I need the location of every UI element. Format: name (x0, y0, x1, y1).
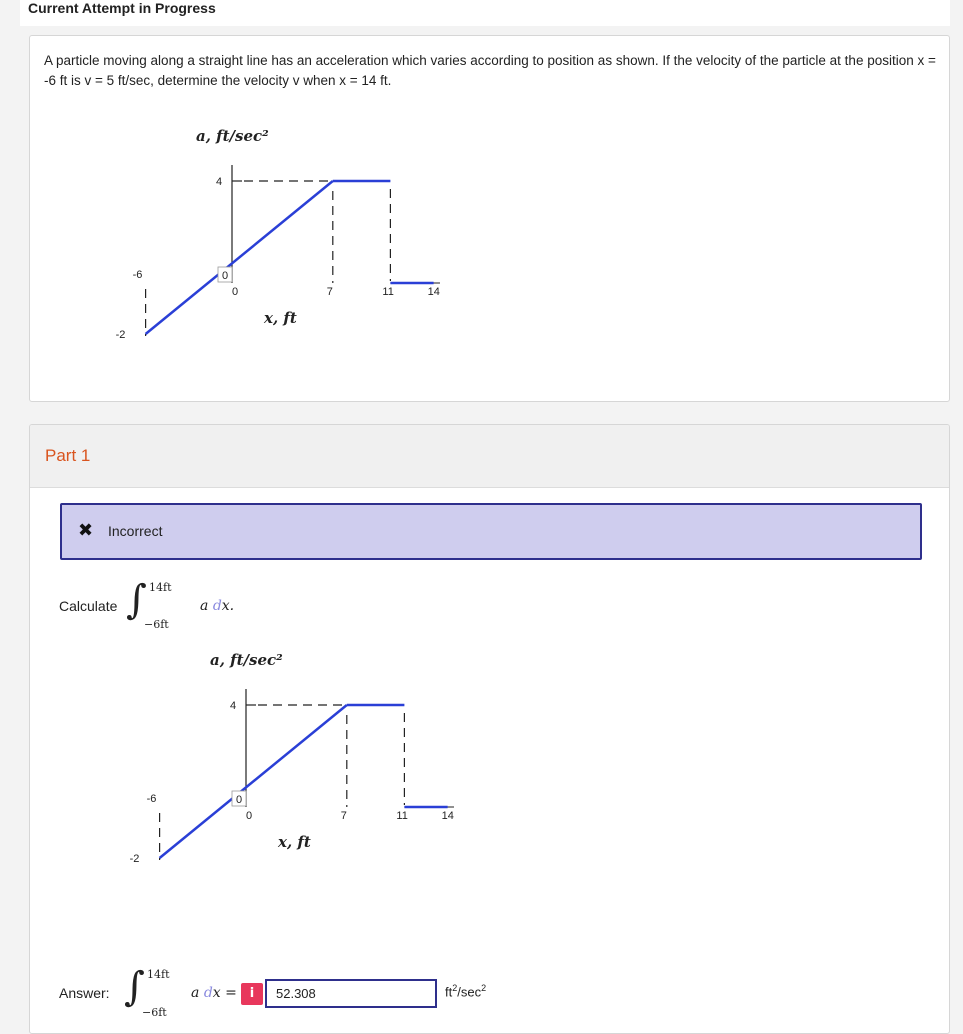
part-header (30, 425, 949, 488)
acceleration-graph-repeat (74, 645, 454, 885)
x-tick-label-neg6: -6 (132, 269, 143, 281)
integrand: a dx. (200, 598, 235, 614)
calculate-label: Calculate (59, 598, 118, 614)
problem-card (29, 35, 950, 402)
x-axis-label: x, ft (264, 309, 297, 327)
integral-sign: ∫ (124, 964, 145, 1010)
y-axis-label: a, ft/sec² (210, 651, 283, 669)
zero-box-label: 0 (222, 270, 229, 282)
zero-box-label: 0 (236, 794, 243, 806)
x-tick-label-neg6: -6 (146, 793, 157, 805)
acceleration-graph (60, 121, 440, 361)
series-a-ramp (146, 181, 333, 334)
y-axis-label: a, ft/sec² (196, 127, 269, 145)
answer-input[interactable]: 52.308 (265, 979, 437, 1008)
y-tick-label-4: 4 (216, 176, 223, 188)
x-tick-label-14: 14 (427, 286, 440, 298)
x-tick-label-0: 0 (232, 286, 239, 298)
page-title: Current Attempt in Progress (28, 0, 216, 16)
feedback-text: Incorrect (108, 523, 163, 539)
x-tick-label-14: 14 (441, 810, 454, 822)
x-tick-label-0: 0 (246, 810, 253, 822)
part-1-card (29, 424, 950, 1034)
x-tick-label-11: 11 (382, 286, 394, 298)
integral-sign: ∫ (126, 577, 147, 623)
x-tick-label-11: 11 (396, 810, 408, 822)
header-bar (20, 0, 950, 26)
y-tick-label-4: 4 (230, 700, 237, 712)
feedback-banner (60, 503, 922, 560)
answer-unit: $ft^2/\sec^2$ (445, 983, 487, 1000)
x-tick-label-7: 7 (326, 286, 333, 298)
info-icon[interactable]: i (241, 983, 263, 1005)
problem-statement: A particle moving along a straight line has an acceleration which varies according to position as shown. If the velocity of the particle at the position x = -6 ft is v = 5 ft/sec, determine the velocity v when x = 14 ft. (44, 53, 936, 88)
part-title: Part 1 (45, 446, 91, 465)
answer-label: Answer: (59, 985, 110, 1001)
integrand: a dx = (191, 985, 237, 1001)
upper-limit: 14ft (147, 968, 170, 981)
lower-limit: −6ft (142, 1006, 167, 1019)
x-axis-label: x, ft (278, 833, 311, 851)
x-tick-label-7: 7 (340, 810, 347, 822)
y-tick-label-neg2: -2 (129, 853, 140, 865)
calculate-prompt (59, 575, 359, 635)
series-a-ramp (160, 705, 347, 858)
lower-limit: −6ft (144, 618, 169, 631)
upper-limit: 14ft (149, 581, 172, 594)
y-tick-label-neg2: -2 (115, 329, 126, 341)
x-icon: ✖ (78, 520, 94, 540)
